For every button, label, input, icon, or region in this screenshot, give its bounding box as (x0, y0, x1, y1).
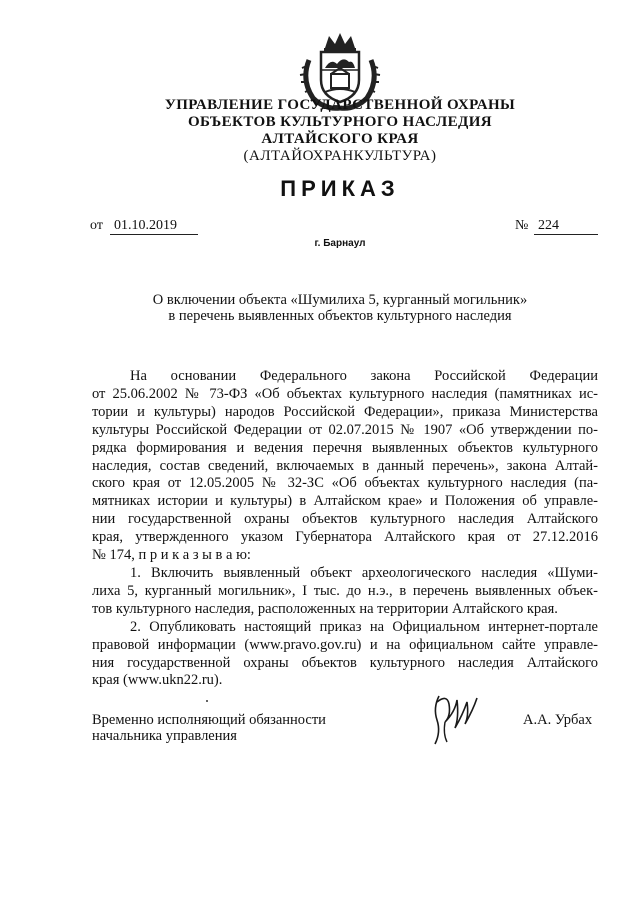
document-title: ПРИКАЗ (280, 176, 400, 201)
body-line: № 174, п р и к а з ы в а ю: (92, 547, 251, 564)
body-line: мятниках истории и культуры) в Алтайском крае» и Положения об управле- (92, 493, 598, 510)
body-line: лиха 5, курганный могильник», I тыс. до н.э., в перечень выявленных объек- (92, 582, 598, 599)
document-body (92, 368, 598, 690)
number-prefix: № (515, 218, 529, 233)
body-line: рядка формирования и ведения перечня выявленных объектов культурного (92, 439, 598, 456)
body-line: нии государственной охраны объектов культурного наследия Алтайского (92, 511, 598, 528)
body-line: края (www.ukn22.ru). (92, 672, 223, 689)
position-line2: начальника управления (92, 728, 237, 744)
org-name-line3: АЛТАЙСКОГО КРАЯ (261, 131, 419, 147)
org-short-name: (АЛТАЙОХРАНКУЛЬТУРА) (243, 148, 437, 164)
body-line: правовой информации (www.pravo.gov.ru) и на официальном сайте управле- (92, 636, 598, 653)
stray-dot (206, 700, 208, 702)
body-line: 1. Включить выявленный объект археологического наследия «Шуми- (130, 564, 598, 581)
body-line: ния государственной охраны объектов культурного наследия Алтайского (92, 654, 598, 671)
subject-line2: в перечень выявленных объектов культурного наследия (168, 308, 512, 324)
city-label: г. Барнаул (314, 238, 366, 249)
body-line: На основании Федерального закона Российской Федерации (130, 368, 598, 384)
body-line: тории и культуры) народов Российской Федерации», приказа Министерства (92, 403, 598, 420)
body-line: края, утвержденного указом Губернатора Алтайского края от 27.12.2016 (92, 529, 598, 546)
body-line: наследия, состав сведений, включаемых в данный перечень», закона Алтай- (92, 457, 598, 474)
document-date: 01.10.2019 (110, 218, 198, 235)
date-prefix: от (90, 218, 103, 233)
body-line: тов культурного наследия, расположенных на территории Алтайского края. (92, 600, 558, 617)
handwritten-signature-icon (425, 688, 495, 750)
body-line: от 25.06.2002 № 73-ФЗ «Об объектах культурного наследия (памятниках ис- (92, 385, 598, 402)
signatory-position (92, 712, 326, 744)
signatory-name: А.А. Урбах (523, 712, 593, 728)
subject-line1: О включении объекта «Шумилиха 5, курганный могильник» (152, 292, 528, 308)
org-name-line1: УПРАВЛЕНИЕ ГОСУДАРСТВЕННОЙ ОХРАНЫ (164, 97, 516, 113)
body-line: 2. Опубликовать настоящий приказ на Официальном интернет-портале (130, 618, 598, 635)
document-number: 224 (534, 218, 598, 235)
body-line: ского края от 12.05.2005 № 32-ЗС «Об объектах культурного наследия (па- (92, 475, 598, 492)
org-name-line2: ОБЪЕКТОВ КУЛЬТУРНОГО НАСЛЕДИЯ (187, 114, 493, 130)
position-line1: Временно исполняющий обязанности (92, 712, 326, 728)
body-line: культуры Российской Федерации от 02.07.2015 № 1907 «Об утверждении по- (92, 421, 598, 438)
